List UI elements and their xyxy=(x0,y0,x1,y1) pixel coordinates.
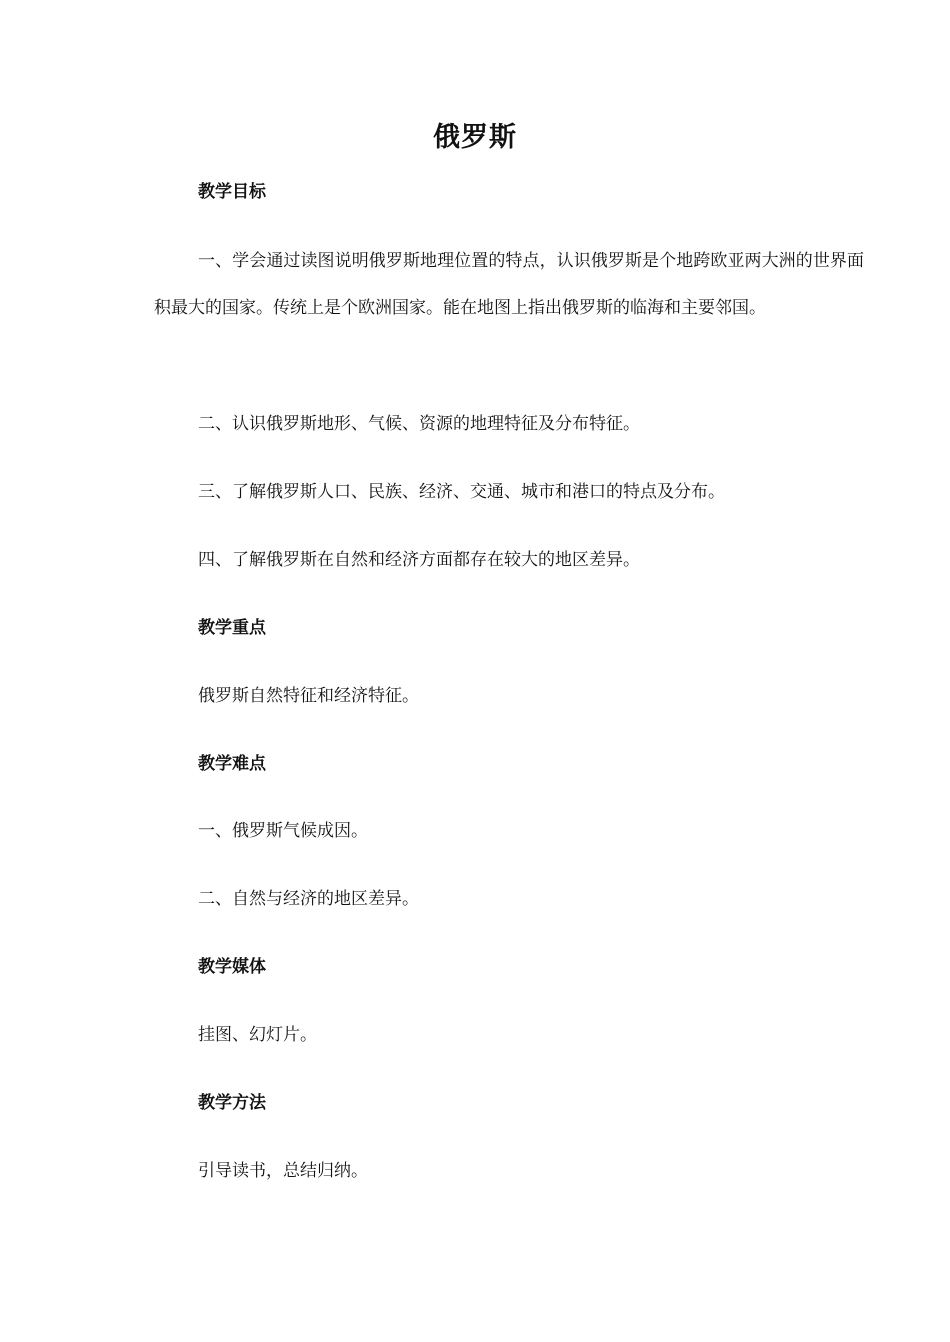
difficulty-paragraph-1: 一、俄罗斯气候成因。 xyxy=(198,821,368,841)
section-heading-difficulties: 教学难点 xyxy=(198,754,266,774)
methods-paragraph: 引导读书，总结归纳。 xyxy=(198,1161,368,1181)
section-heading-media: 教学媒体 xyxy=(198,957,266,977)
key-points-paragraph: 俄罗斯自然特征和经济特征。 xyxy=(198,686,419,706)
document-title: 俄罗斯 xyxy=(433,122,517,153)
section-heading-key-points: 教学重点 xyxy=(198,618,266,638)
objective-paragraph-3: 三、了解俄罗斯人口、民族、经济、交通、城市和港口的特点及分布。 xyxy=(198,482,725,502)
objective-paragraph-1: 一、学会通过读图说明俄罗斯地理位置的特点，认识俄罗斯是个地跨欧亚两大洲的世界面积最大的国家。传统上是个欧洲国家。能在地图上指出俄罗斯的临海和主要邻国。 xyxy=(154,251,864,318)
section-heading-methods: 教学方法 xyxy=(198,1093,266,1113)
section-heading-objectives: 教学目标 xyxy=(198,182,266,202)
difficulty-paragraph-2: 二、自然与经济的地区差异。 xyxy=(198,889,419,909)
objective-paragraph-4: 四、了解俄罗斯在自然和经济方面都存在较大的地区差异。 xyxy=(198,550,640,570)
media-paragraph: 挂图、幻灯片。 xyxy=(198,1025,317,1045)
objective-paragraph-2: 二、认识俄罗斯地形、气候、资源的地理特征及分布特征。 xyxy=(198,414,640,434)
